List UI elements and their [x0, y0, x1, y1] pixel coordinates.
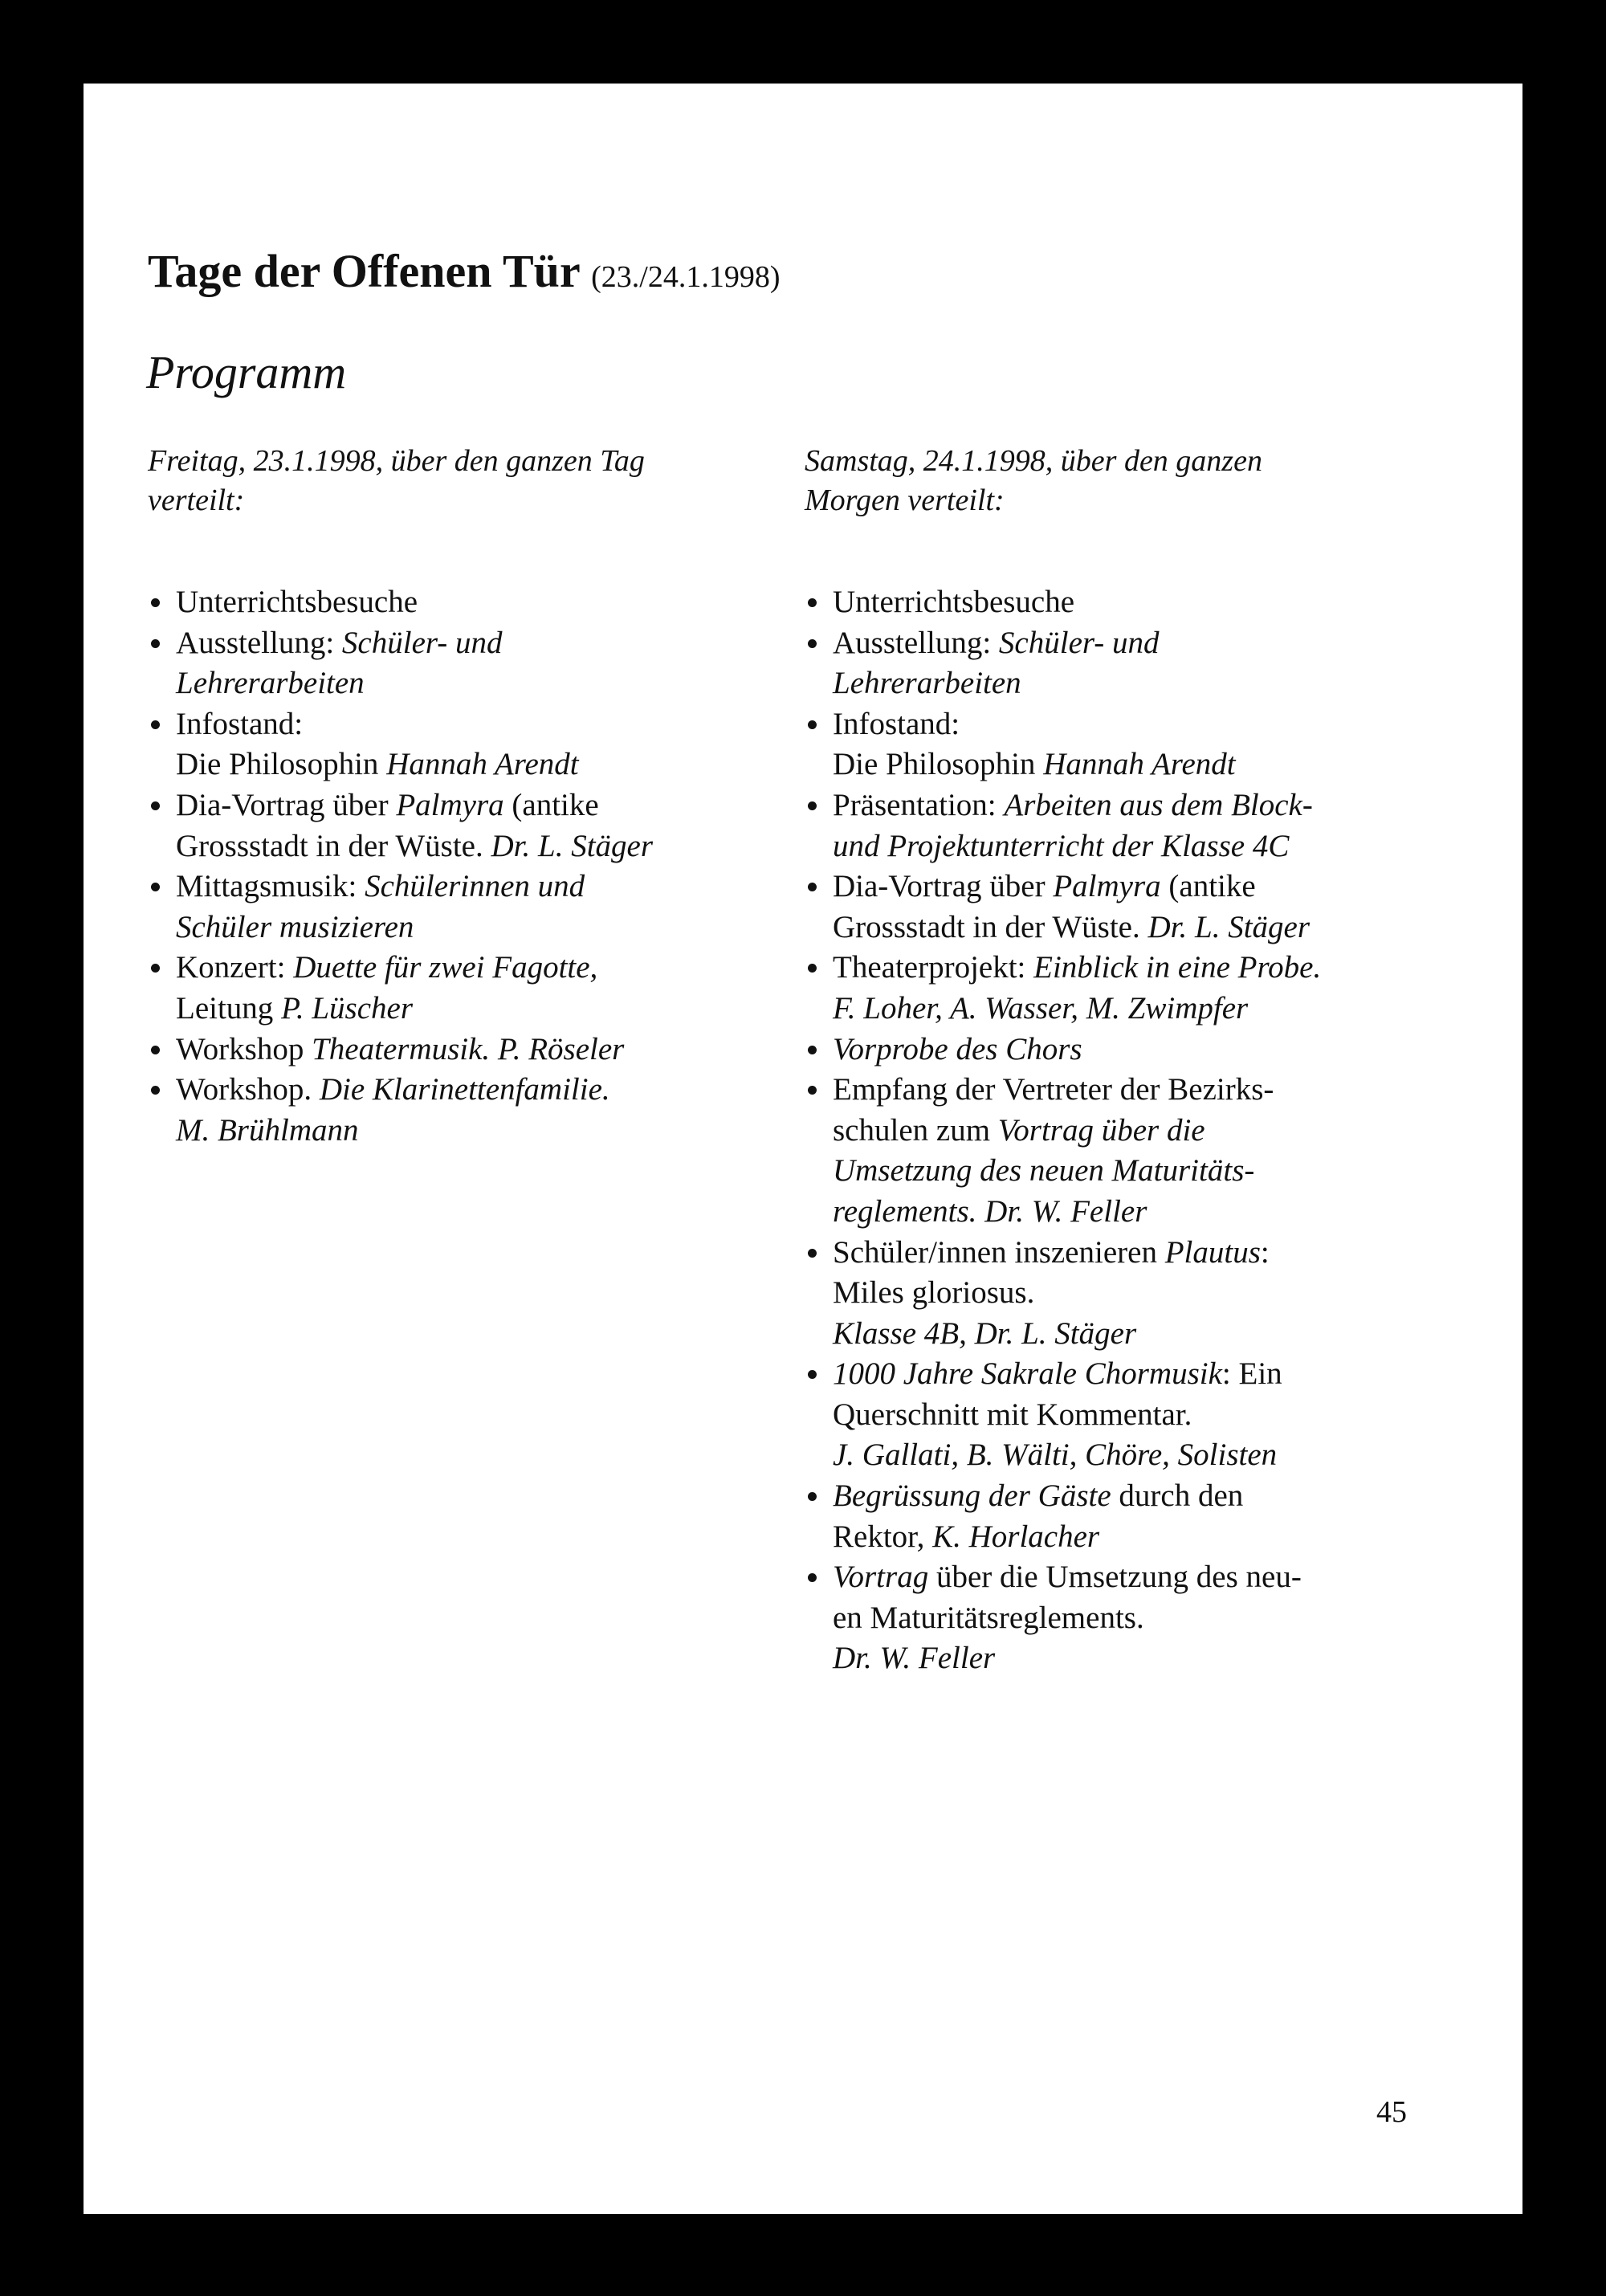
program-list: [148, 582, 806, 1151]
text-segment: Schülerinnen und: [365, 869, 585, 904]
page-number: 45: [1376, 2095, 1407, 2129]
text-segment: schulen zum: [833, 1112, 998, 1148]
text-segment: Theaterprojekt:: [833, 950, 1034, 985]
text-segment: Klasse 4B, Dr. L. Stäger: [833, 1315, 1137, 1351]
text-segment: F. Loher, A. Wasser, M. Zwimpfer: [833, 990, 1249, 1026]
text-segment: Grossstadt in der Wüste.: [833, 909, 1148, 944]
item-line: [833, 1517, 1463, 1558]
text-segment: Querschnitt mit Kommentar.: [833, 1397, 1192, 1432]
item-line: [176, 663, 806, 704]
saturday-column: [805, 442, 1463, 1679]
text-segment: Palmyra: [1053, 869, 1161, 904]
list-item: [805, 704, 1463, 785]
text-segment: Präsentation:: [833, 787, 1005, 822]
item-line: [176, 948, 806, 989]
item-line: [176, 989, 806, 1030]
item-line: [833, 867, 1463, 907]
column-heading: Samstag, 24.1.1998, über den ganzen: [805, 444, 1262, 478]
text-segment: en Maturitätsreglements.: [833, 1600, 1144, 1635]
bullet-icon: [151, 639, 160, 648]
list-item: [805, 582, 1463, 623]
item-line: [176, 907, 806, 948]
item-line: [176, 1070, 806, 1111]
bullet-icon: [808, 639, 817, 648]
text-segment: Die Klarinettenfamilie.: [319, 1072, 610, 1107]
list-item: [805, 785, 1463, 867]
item-line: [833, 1476, 1463, 1517]
item-line: [833, 1354, 1463, 1395]
item-line: [833, 1557, 1463, 1598]
list-item: [148, 1030, 806, 1071]
text-segment: M. Brühlmann: [176, 1112, 359, 1148]
list-item: [805, 1030, 1463, 1071]
bullet-icon: [808, 720, 817, 729]
title-date: (23./24.1.1998): [591, 260, 781, 294]
text-segment: Workshop.: [176, 1072, 320, 1107]
text-segment: Einblick in eine Probe.: [1033, 950, 1322, 985]
item-line: [833, 1273, 1463, 1314]
item-line: [833, 1070, 1463, 1111]
text-segment: Infostand:: [833, 706, 960, 741]
text-segment: Schüler- und: [341, 625, 503, 660]
item-line: [833, 1233, 1463, 1274]
item-line: [833, 1111, 1463, 1152]
column-heading: Morgen verteilt:: [805, 483, 1005, 517]
text-segment: Unterrichtsbesuche: [176, 585, 418, 619]
text-segment: Palmyra: [396, 787, 504, 822]
text-segment: (antike: [503, 787, 599, 822]
text-segment: Schüler- und: [998, 625, 1160, 660]
item-line: [176, 867, 806, 907]
bullet-icon: [151, 598, 160, 607]
text-segment: Miles gloriosus.: [833, 1275, 1035, 1311]
item-line: [833, 1598, 1463, 1639]
text-segment: :: [1260, 1234, 1270, 1270]
list-item: [805, 623, 1463, 704]
text-segment: Dr. L. Stäger: [491, 828, 654, 863]
item-line: [833, 704, 1463, 745]
text-segment: Hannah Arendt: [386, 747, 579, 782]
text-segment: reglements. Dr. W. Feller: [833, 1193, 1147, 1229]
text-segment: Empfang der Vertreter der Bezirks-: [833, 1072, 1274, 1107]
item-line: [176, 1111, 806, 1152]
text-segment: Infostand:: [176, 706, 304, 741]
text-segment: Lehrerarbeiten: [176, 666, 365, 701]
bullet-icon: [808, 1249, 817, 1258]
text-segment: Vortrag: [833, 1560, 929, 1595]
item-line: [176, 582, 806, 623]
item-line: [176, 744, 806, 785]
text-segment: Dia-Vortrag über: [833, 869, 1054, 904]
text-segment: Die Philosophin: [833, 747, 1044, 782]
text-segment: über die Umsetzung des neu-: [928, 1560, 1302, 1595]
bullet-icon: [151, 883, 160, 891]
page-title: [148, 244, 781, 298]
text-segment: J. Gallati, B. Wälti, Chöre, Solisten: [833, 1438, 1278, 1473]
text-segment: Die Philosophin: [176, 747, 387, 782]
bullet-icon: [151, 1046, 160, 1054]
text-segment: Lehrerarbeiten: [833, 666, 1021, 701]
item-line: [833, 907, 1463, 948]
bullet-icon: [151, 801, 160, 810]
text-segment: Hannah Arendt: [1043, 747, 1236, 782]
text-segment: Unterrichtsbesuche: [833, 585, 1075, 619]
bullet-icon: [151, 1086, 160, 1095]
list-item: [805, 1354, 1463, 1476]
text-segment: Konzert:: [176, 950, 294, 985]
text-segment: Schüler musizieren: [176, 909, 414, 944]
item-line: [833, 1435, 1463, 1476]
list-item: [148, 582, 806, 623]
item-line: [833, 785, 1463, 826]
list-item: [148, 1070, 806, 1151]
item-line: [833, 1151, 1463, 1192]
item-line: [176, 623, 806, 664]
bullet-icon: [808, 598, 817, 607]
item-line: [176, 826, 806, 867]
text-segment: Vortrag über die: [997, 1112, 1205, 1148]
item-line: [833, 663, 1463, 704]
text-segment: Theatermusik. P. Röseler: [312, 1031, 625, 1066]
bullet-icon: [808, 1086, 817, 1095]
text-segment: Grossstadt in der Wüste.: [176, 828, 491, 863]
text-segment: Vorprobe des Chors: [833, 1031, 1082, 1066]
list-item: [148, 623, 806, 704]
text-segment: 1000 Jahre Sakrale Chormusik: [833, 1356, 1222, 1392]
program-list: [805, 582, 1463, 1679]
text-segment: Leitung: [176, 990, 282, 1026]
bullet-icon: [808, 1046, 817, 1054]
text-segment: Ausstellung:: [833, 625, 999, 660]
list-item: [148, 867, 806, 948]
item-line: [833, 1030, 1463, 1071]
bullet-icon: [808, 1573, 817, 1582]
list-item: [805, 867, 1463, 948]
bullet-icon: [151, 720, 160, 729]
bullet-icon: [808, 964, 817, 973]
item-line: [833, 1192, 1463, 1233]
friday-column: [148, 442, 806, 1151]
text-segment: Dr. L. Stäger: [1147, 909, 1310, 944]
bullet-icon: [808, 1370, 817, 1379]
text-segment: : Ein: [1221, 1356, 1282, 1392]
list-item: [805, 1233, 1463, 1355]
list-item: [148, 785, 806, 867]
title-main: Tage der Offenen Tür: [148, 245, 580, 297]
list-item: [805, 1557, 1463, 1679]
text-segment: K. Horlacher: [932, 1519, 1100, 1554]
item-line: [833, 989, 1463, 1030]
text-segment: Dr. W. Feller: [833, 1641, 996, 1676]
bullet-icon: [151, 964, 160, 973]
column-heading: verteilt:: [148, 483, 245, 517]
text-segment: Arbeiten aus dem Block-: [1004, 787, 1313, 822]
list-item: [148, 704, 806, 785]
item-line: [833, 1638, 1463, 1679]
item-line: [833, 582, 1463, 623]
list-item: [805, 948, 1463, 1029]
text-segment: Mittagsmusik:: [176, 869, 365, 904]
text-segment: (antike: [1160, 869, 1256, 904]
text-segment: Begrüssung der Gäste: [833, 1478, 1111, 1514]
item-line: [176, 1030, 806, 1071]
bullet-icon: [808, 883, 817, 891]
text-segment: Duette für zwei Fagotte,: [293, 950, 598, 985]
text-segment: Dia-Vortrag über: [176, 787, 397, 822]
text-segment: Schüler/innen inszenieren: [833, 1234, 1165, 1270]
document-page: [84, 84, 1522, 2214]
item-line: [833, 744, 1463, 785]
text-segment: durch den: [1111, 1478, 1244, 1514]
bullet-icon: [808, 1492, 817, 1501]
item-line: [176, 704, 806, 745]
list-item: [805, 1070, 1463, 1232]
text-segment: und Projektunterricht der Klasse 4C: [833, 828, 1290, 863]
section-subtitle: Programm: [146, 346, 347, 398]
item-line: [833, 1395, 1463, 1436]
text-segment: Rektor,: [833, 1519, 933, 1554]
item-line: [833, 826, 1463, 867]
item-line: [833, 623, 1463, 664]
list-item: [148, 948, 806, 1029]
text-segment: P. Lüscher: [281, 990, 414, 1026]
bullet-icon: [808, 801, 817, 810]
text-segment: Ausstellung:: [176, 625, 342, 660]
item-line: [833, 1314, 1463, 1355]
text-segment: Workshop: [176, 1031, 312, 1066]
text-segment: Plautus: [1164, 1234, 1261, 1270]
column-heading: Freitag, 23.1.1998, über den ganzen Tag: [148, 444, 645, 478]
item-line: [833, 948, 1463, 989]
text-segment: Umsetzung des neuen Maturitäts-: [833, 1153, 1255, 1189]
item-line: [176, 785, 806, 826]
list-item: [805, 1476, 1463, 1557]
